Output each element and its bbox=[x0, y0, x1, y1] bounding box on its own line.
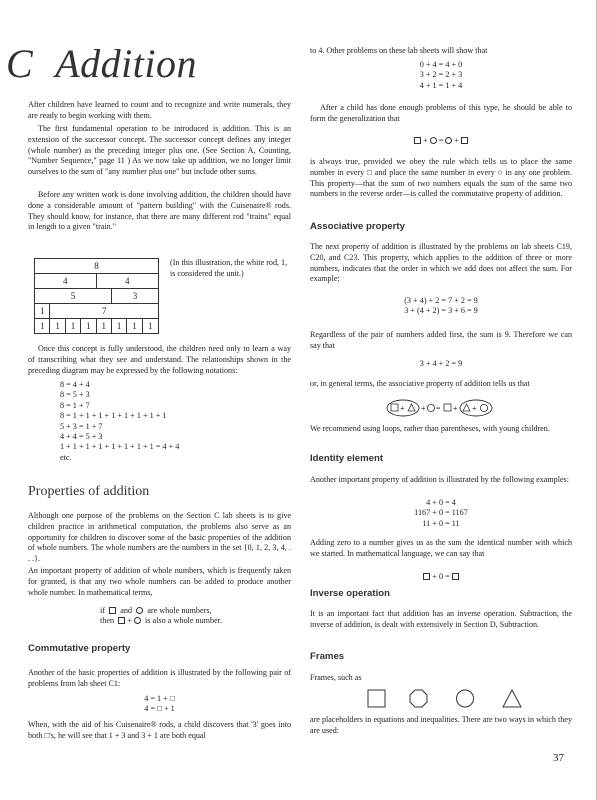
notation-line: 8 = 1 + 1 + 1 + 1 + 1 + 1 + 1 + 1 bbox=[60, 411, 167, 421]
square-frame-icon bbox=[461, 137, 468, 144]
square-frame-icon bbox=[423, 573, 430, 580]
unit-rod: 1 bbox=[127, 319, 142, 333]
rod-3: 3 bbox=[132, 291, 138, 301]
circle-frame-icon bbox=[480, 404, 487, 411]
circle-frame-icon bbox=[445, 137, 452, 144]
notation-line: 1 + 1 + 1 + 1 + 1 + 1 + 1 + 1 = 4 + 4 bbox=[60, 442, 180, 452]
assoc-equation-1: (3 + 4) + 2 = 7 + 2 = 9 bbox=[404, 296, 478, 305]
properties-paragraph-2: An important property of addition of whole numbers, which is frequently taken for granted, is that any two whole numbers can be added to produce another whole number. In mathematical terms, bbox=[28, 566, 291, 597]
rod-row-units bbox=[35, 319, 158, 333]
circle-frame-icon bbox=[136, 607, 143, 614]
associative-heading: Associative property bbox=[310, 221, 405, 232]
circle-frame-icon bbox=[457, 690, 474, 707]
square-frame-icon bbox=[391, 404, 398, 411]
properties-heading: Properties of addition bbox=[28, 484, 150, 499]
generalization-paragraph: After a child has done enough problems of this type, he should be able to form the generalization that bbox=[310, 103, 572, 123]
square-frame-icon bbox=[109, 607, 116, 614]
square-frame-icon bbox=[118, 617, 125, 624]
c1-equations bbox=[28, 694, 291, 715]
c1-equation-1: 4 = 1 + □ bbox=[144, 694, 175, 703]
intro-paragraph-1: After children have learned to count and to recognize and write numerals, they are ready to begin working with them. bbox=[28, 100, 291, 120]
continuation-paragraph: to 4. Other problems on these lab sheets will show that bbox=[310, 46, 488, 55]
triangle-frame-icon bbox=[503, 690, 521, 707]
c1-equation-2: 4 = □ + 1 bbox=[144, 704, 175, 714]
square-frame-icon bbox=[444, 404, 451, 411]
commutative-paragraph-1: Another of the basic properties of addition is illustrated by the following pair of problems from lab sheet C1: bbox=[28, 668, 291, 688]
inverse-paragraph: It is an important fact that addition has an inverse operation. Subtraction, the inverse of addition, is dealt with extensively in Section D, Subtraction. bbox=[310, 609, 572, 629]
and-word: and bbox=[120, 606, 133, 615]
associative-paragraph-2: Regardless of the pair of numbers added first, the sum is 9. Therefore we can say that bbox=[310, 330, 572, 350]
triangle-frame-icon bbox=[463, 404, 470, 411]
circle-frame-icon bbox=[427, 404, 434, 411]
associative-examples bbox=[310, 296, 572, 317]
frames-paragraph-2: are placeholders in equations and inequalities. There are two ways in which they are used: bbox=[310, 715, 572, 735]
square-frame-icon bbox=[414, 137, 421, 144]
commutative-examples bbox=[310, 60, 572, 91]
example-equation: 3 + 2 = 2 + 3 bbox=[419, 70, 463, 80]
assoc-equation-3: 3 + 4 + 2 = 9 bbox=[419, 359, 463, 368]
chapter-title: Addition bbox=[55, 41, 197, 86]
associative-paragraph-3: or, in general terms, the associative property of addition tells us that bbox=[310, 379, 530, 388]
properties-paragraph-1: Although one purpose of the problems on the Section C lab sheets is to give children practice in arithmetical computation, the problems also serve as an opportunity for children to discover some of the basic properties of the addition of whole numbers. The whole numbers are the numbers in the set {0, 1, 2, 3, 4, . . .}. bbox=[28, 511, 291, 564]
frames-heading: Frames bbox=[310, 651, 345, 662]
rod-row-8 bbox=[35, 259, 158, 274]
rod-row-1-7 bbox=[35, 304, 158, 319]
associative-loops-formula bbox=[386, 398, 496, 418]
circle-frame-icon bbox=[134, 617, 141, 624]
rod-8: 8 bbox=[94, 261, 99, 271]
then-word: then bbox=[100, 616, 115, 626]
notation-line: 4 + 4 = 5 + 3 bbox=[60, 432, 103, 442]
associative-paragraph-1: The next property of addition is illustrated by the problems on lab sheets C19, C20, and C23. This property, which applies to the addition of three or more numbers, indicates that the order in which we add does not affect the sum. For example: bbox=[310, 242, 572, 284]
notation-line: etc. bbox=[60, 452, 72, 462]
unit-rod: 1 bbox=[112, 319, 127, 333]
svg-text:+: + bbox=[453, 404, 458, 413]
unit-rod: 1 bbox=[66, 319, 81, 333]
notations-list bbox=[60, 380, 179, 463]
rod-1: 1 bbox=[35, 304, 50, 318]
example-equation: 4 + 1 = 1 + 4 bbox=[419, 80, 463, 90]
inverse-heading: Inverse operation bbox=[310, 588, 390, 599]
unit-rod: 1 bbox=[148, 321, 153, 331]
cuisenaire-rods-diagram bbox=[34, 258, 159, 334]
svg-text:+: + bbox=[400, 404, 405, 413]
chapter-heading bbox=[6, 40, 197, 87]
concept-paragraph: Once this concept is fully understood, the children need only to learn a way of transcribing what they see and understand. The relationships shown in the preceding diagram may be expressed by the following notations: bbox=[28, 344, 291, 375]
notation-line: 8 = 4 + 4 bbox=[60, 380, 90, 389]
notation-line: 5 + 3 = 1 + 7 bbox=[60, 421, 103, 431]
identity-examples bbox=[310, 498, 572, 529]
unit-rod: 1 bbox=[50, 319, 65, 333]
frames-shapes bbox=[364, 688, 536, 710]
notation-line: 8 = 5 + 3 bbox=[60, 390, 90, 400]
unit-rod: 1 bbox=[81, 319, 96, 333]
commutative-rule: + = + bbox=[310, 136, 572, 146]
triangle-frame-icon bbox=[408, 404, 415, 411]
closure-statement: if and are whole numbers, then + is also a whole number. bbox=[100, 606, 223, 626]
commutative-rule-paragraph: is always true, provided we obey the rule which tells us to place the same number in every □ and place the same number in every ○ in any one problem. This property—that the sum of two numbers equals the sum of the same two numbers in the reverse order—is called the commutative property of addition. bbox=[310, 157, 572, 199]
if-word: if bbox=[100, 606, 106, 615]
is-whole-text: is also a whole number. bbox=[145, 616, 223, 626]
loops-paragraph: We recommend using loops, rather than parentheses, with young children. bbox=[310, 424, 550, 433]
frames-paragraph-1: Frames, such as bbox=[310, 673, 362, 682]
square-frame-icon bbox=[368, 690, 385, 707]
rod-5: 5 bbox=[35, 289, 112, 303]
svg-text:+: + bbox=[472, 404, 477, 413]
intro-paragraph-2: The first fundamental operation to be introduced is addition. This is an extension of the successor concept. The successor concept defines any integer (whole number) as the preceding integer plus one. (See Section A, Counting, "Number Sequence," page 11 ) As we now take up addition, we no longer limit ourselves to the sum of "any number plus one" but include other sums. bbox=[28, 124, 291, 177]
rod-row-4-4 bbox=[35, 274, 158, 289]
identity-equation: 1167 + 0 = 1167 bbox=[414, 508, 468, 518]
rod-row-5-3 bbox=[35, 289, 158, 304]
svg-text:+: + bbox=[421, 404, 426, 413]
rod-4a: 4 bbox=[35, 274, 97, 288]
identity-paragraph-1: Another important property of addition is illustrated by the following examples: bbox=[310, 475, 569, 484]
chapter-letter: C bbox=[6, 41, 34, 86]
identity-equation: 4 + 0 = 4 bbox=[426, 498, 456, 507]
notation-line: 8 = 1 + 7 bbox=[60, 400, 90, 410]
rods-caption: (In this illustration, the white rod, 1, is considered the unit.) bbox=[170, 258, 288, 278]
rod-7: 7 bbox=[101, 306, 107, 316]
unit-rod: 1 bbox=[35, 319, 50, 333]
rod-4b: 4 bbox=[125, 276, 130, 286]
assoc-equation-2: 3 + (4 + 2) = 3 + 6 = 9 bbox=[404, 306, 478, 316]
identity-equation: 11 + 0 = 11 bbox=[422, 518, 460, 528]
commutative-paragraph-2: When, with the aid of his Cuisenaire® rods, a child discovers that '3' goes into both □'s, he will see that 1 + 3 and 3 + 1 are both equal bbox=[28, 720, 291, 740]
circle-frame-icon bbox=[430, 137, 437, 144]
example-equation: 0 + 4 = 4 + 0 bbox=[419, 60, 463, 69]
identity-heading: Identity element bbox=[310, 453, 384, 464]
octagon-frame-icon bbox=[410, 690, 427, 707]
identity-rule: + 0 = bbox=[310, 572, 572, 582]
are-whole-text: are whole numbers, bbox=[147, 606, 212, 615]
unit-rod: 1 bbox=[97, 319, 112, 333]
square-frame-icon bbox=[452, 573, 459, 580]
identity-paragraph-2: Adding zero to a number gives us as the sum the identical number with which we started. In mathematical language, we can say that bbox=[310, 538, 572, 558]
commutative-heading: Commutative property bbox=[28, 643, 131, 654]
intro-paragraph-3: Before any written work is done involving addition, the children should have done a considerable amount of "pattern building" with the Cuisenaire® rods. They should know, for instance, that there are many different rod "trains" equal in length to a given "train." bbox=[28, 190, 291, 232]
page-number: 37 bbox=[553, 752, 564, 764]
svg-text:=: = bbox=[436, 404, 441, 413]
